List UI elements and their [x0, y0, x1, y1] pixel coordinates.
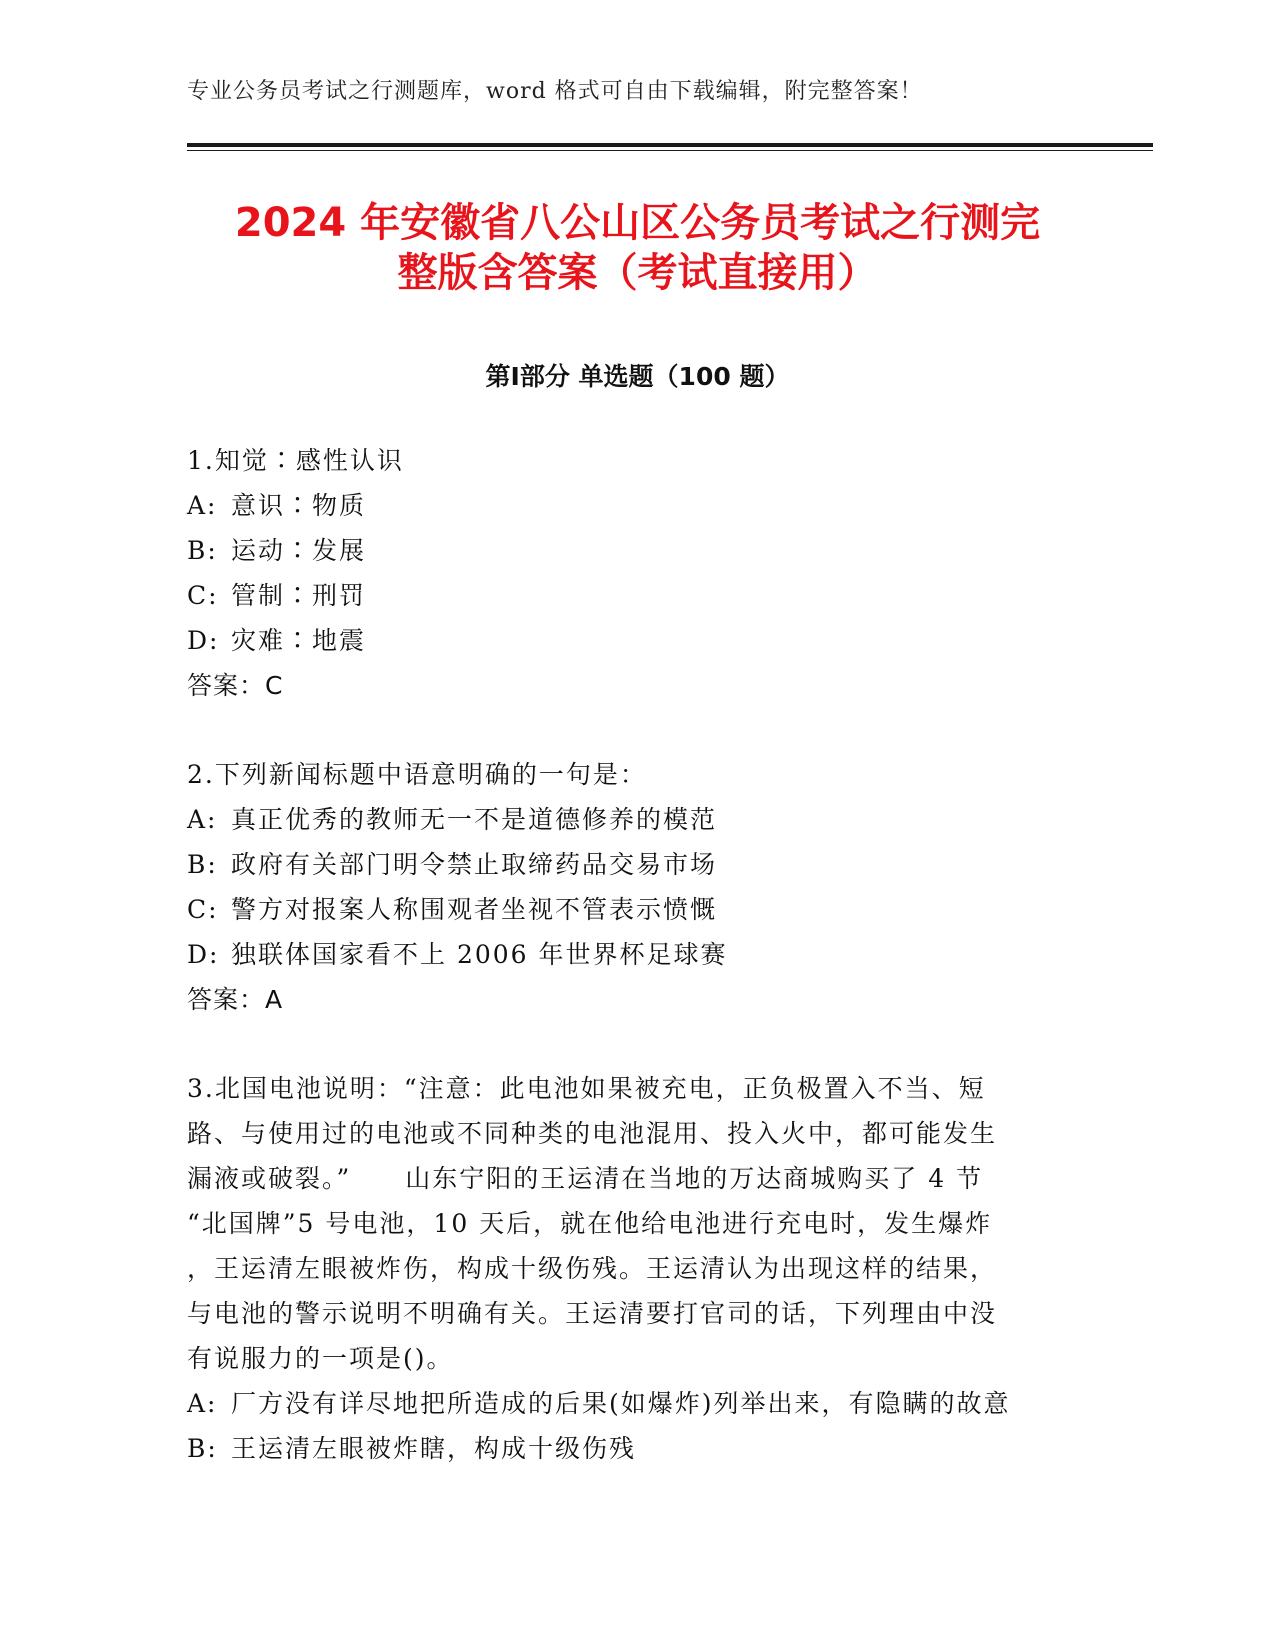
- option-letter: C:: [187, 581, 219, 610]
- option-letter: A:: [187, 805, 218, 834]
- question-stem-line: 路、与使用过的电池或不同种类的电池混用、投入火中，都可能发生: [187, 1119, 998, 1148]
- question-stem-line: 3.北国电池说明：“注意：此电池如果被充电，正负极置入不当、短: [187, 1074, 986, 1103]
- option-text: 灾难∶地震: [231, 626, 367, 655]
- option-c: [187, 887, 1067, 932]
- question-stem: 1.知觉∶感性认识: [187, 446, 404, 475]
- option-text: 意识∶物质: [231, 491, 367, 520]
- question-stem-line: “北国牌”5 号电池，10 天后，就在他给电池进行充电时，发生爆炸: [187, 1209, 993, 1238]
- option-text: 王运清左眼被炸瞎，构成十级伤残: [231, 1434, 637, 1463]
- option-a: [187, 1381, 1067, 1426]
- option-a: [187, 483, 1067, 528]
- question-stem-line: 有说服力的一项是()。: [187, 1344, 454, 1373]
- option-text: 政府有关部门明令禁止取缔药品交易市场: [231, 850, 718, 879]
- question-1: [187, 438, 1067, 708]
- option-letter: B:: [187, 1434, 218, 1463]
- option-text: 管制∶刑罚: [231, 581, 367, 610]
- option-letter: C:: [187, 895, 219, 924]
- option-b: [187, 528, 1067, 573]
- option-c: [187, 573, 1067, 618]
- question-stem-line: ，王运清左眼被炸伤，构成十级伤残。王运清认为出现这样的结果，: [187, 1254, 998, 1283]
- answer-label: 答案：C: [187, 671, 284, 700]
- option-b: [187, 842, 1067, 887]
- option-letter: D:: [187, 940, 220, 969]
- option-d: [187, 932, 1067, 977]
- option-a: [187, 797, 1067, 842]
- document-title-line-2: 整版含答案（考试直接用）: [397, 250, 878, 296]
- question-list: [187, 438, 1067, 1515]
- option-d: [187, 618, 1067, 663]
- header-rule-thin: [187, 150, 1153, 151]
- option-text: 独联体国家看不上 2006 年世界杯足球赛: [231, 940, 728, 969]
- option-text: 厂方没有详尽地把所造成的后果(如爆炸)列举出来，有隐瞒的故意: [231, 1389, 1011, 1418]
- document-title: [150, 198, 1125, 298]
- question-stem: 2.下列新闻标题中语意明确的一句是：: [187, 760, 647, 789]
- header-note: 专业公务员考试之行测题库，word 格式可自由下载编辑，附完整答案！: [187, 79, 923, 104]
- question-2: [187, 752, 1067, 1022]
- option-text: 真正优秀的教师无一不是道德修养的模范: [231, 805, 718, 834]
- option-letter: A:: [187, 491, 218, 520]
- option-text: 运动∶发展: [231, 536, 367, 565]
- option-b: [187, 1426, 1067, 1471]
- option-letter: D:: [187, 626, 220, 655]
- section-heading: 第Ⅰ部分 单选题（100 题）: [485, 362, 790, 391]
- option-letter: B:: [187, 850, 218, 879]
- header-rule-thick: [187, 143, 1153, 147]
- question-stem-line: 漏液或破裂。” 山东宁阳的王运清在当地的万达商城购买了 4 节: [187, 1164, 984, 1193]
- option-letter: B:: [187, 536, 218, 565]
- document-title-line-1: 2024 年安徽省八公山区公务员考试之行测完: [234, 200, 1041, 246]
- answer-label: 答案：A: [187, 985, 284, 1014]
- option-text: 警方对报案人称围观者坐视不管表示愤慨: [231, 895, 718, 924]
- question-stem-line: 与电池的警示说明不明确有关。王运清要打官司的话，下列理由中没: [187, 1299, 998, 1328]
- option-letter: A:: [187, 1389, 218, 1418]
- question-3: [187, 1066, 1067, 1471]
